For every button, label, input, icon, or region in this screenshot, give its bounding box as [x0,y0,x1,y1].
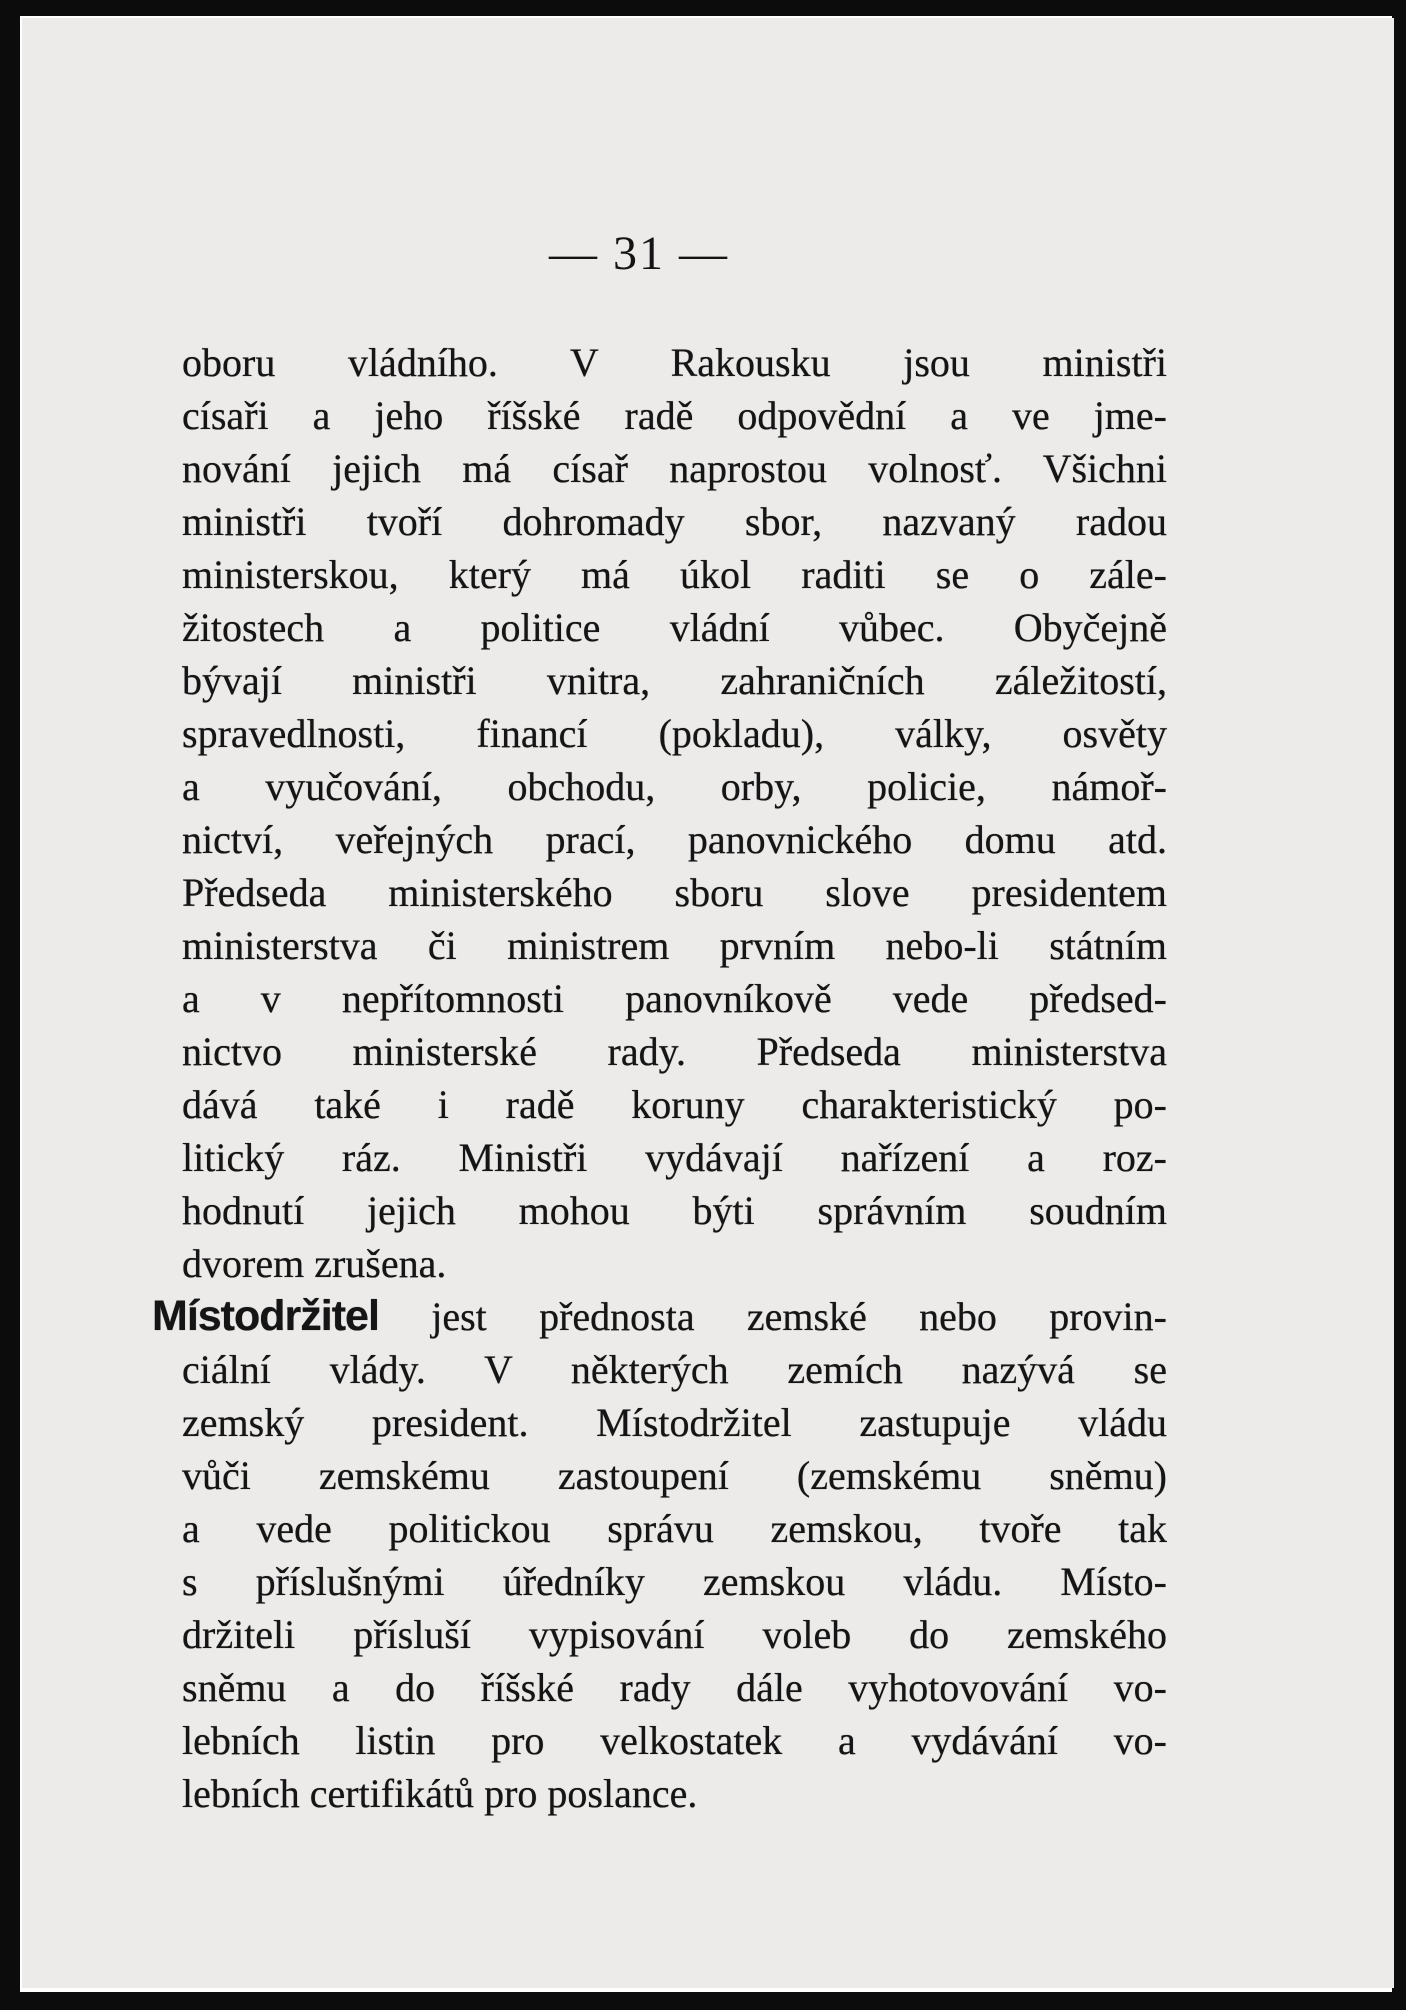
text-line: ministerstva či ministrem prvním nebo-li státním [182,923,1167,968]
text-line: lebních listin pro velkostatek a vydávání vo- [182,1718,1167,1763]
text-line: bývají ministři vnitra, zahraničních záležitostí, [182,658,1167,703]
scan-border-bottom [0,1992,1406,2010]
text-line: oboru vládního. V Rakousku jsou ministři [182,340,1167,385]
text-line: dává také i radě koruny charakteristický po- [182,1082,1167,1127]
text-line: držiteli přísluší vypisování voleb do zemského [182,1612,1167,1657]
text-line: nictvo ministerské rady. Předseda ministerstva [182,1029,1167,1074]
text-line: vůči zemskému zastoupení (zemskému sněmu) [182,1453,1167,1498]
headword: Místodržitel [152,1292,379,1340]
scan-border-top [0,0,1406,16]
text-line: s příslušnými úředníky zemskou vládu. Místo- [182,1559,1167,1604]
text-line: hodnutí jejich mohou býti správním soudním [182,1188,1167,1233]
text-line: žitostech a politice vládní vůbec. Obyčejně [182,605,1167,650]
text-line: císaři a jeho říšské radě odpovědní a ve jme- [182,393,1167,438]
text-line: nování jejich má císař naprostou volnosť. Všichni [182,446,1167,491]
scan-border-left [0,0,20,2010]
text-line-segment: jest přednosta zemské nebo provin- [378,1294,1167,1339]
text-line: a vede politickou správu zemskou, tvoře tak [182,1506,1167,1551]
text-line: zemský president. Místodržitel zastupuje vládu [182,1400,1167,1445]
text-line: nictví, veřejných prací, panovnického domu atd. [182,817,1167,862]
page-number: — 31 — [549,227,729,280]
text-line: lebních certifikátů pro poslance. [182,1771,698,1816]
scan-border-right [1392,0,1406,2010]
body-text [152,336,1167,1820]
text-line: a vyučování, obchodu, orby, policie, námoř- [182,764,1167,809]
text-line: ministři tvoří dohromady sbor, nazvaný radou [182,499,1167,544]
text-line: a v nepřítomnosti panovníkově vede předsed- [182,976,1167,1021]
text-line: sněmu a do říšské rady dále vyhotovování vo- [182,1665,1167,1710]
text-line: litický ráz. Ministři vydávají nařízení a roz- [182,1135,1167,1180]
text-line: ministerskou, který má úkol raditi se o zále- [182,552,1167,597]
text-line: spravedlnosti, financí (pokladu), války, osvěty [182,711,1167,756]
entry-first-line [152,1290,1167,1343]
text-line: dvorem zrušena. [182,1241,447,1286]
text-line: ciální vlády. V některých zemích nazývá se [182,1347,1167,1392]
text-line: Předseda ministerského sboru slove presidentem [182,870,1167,915]
